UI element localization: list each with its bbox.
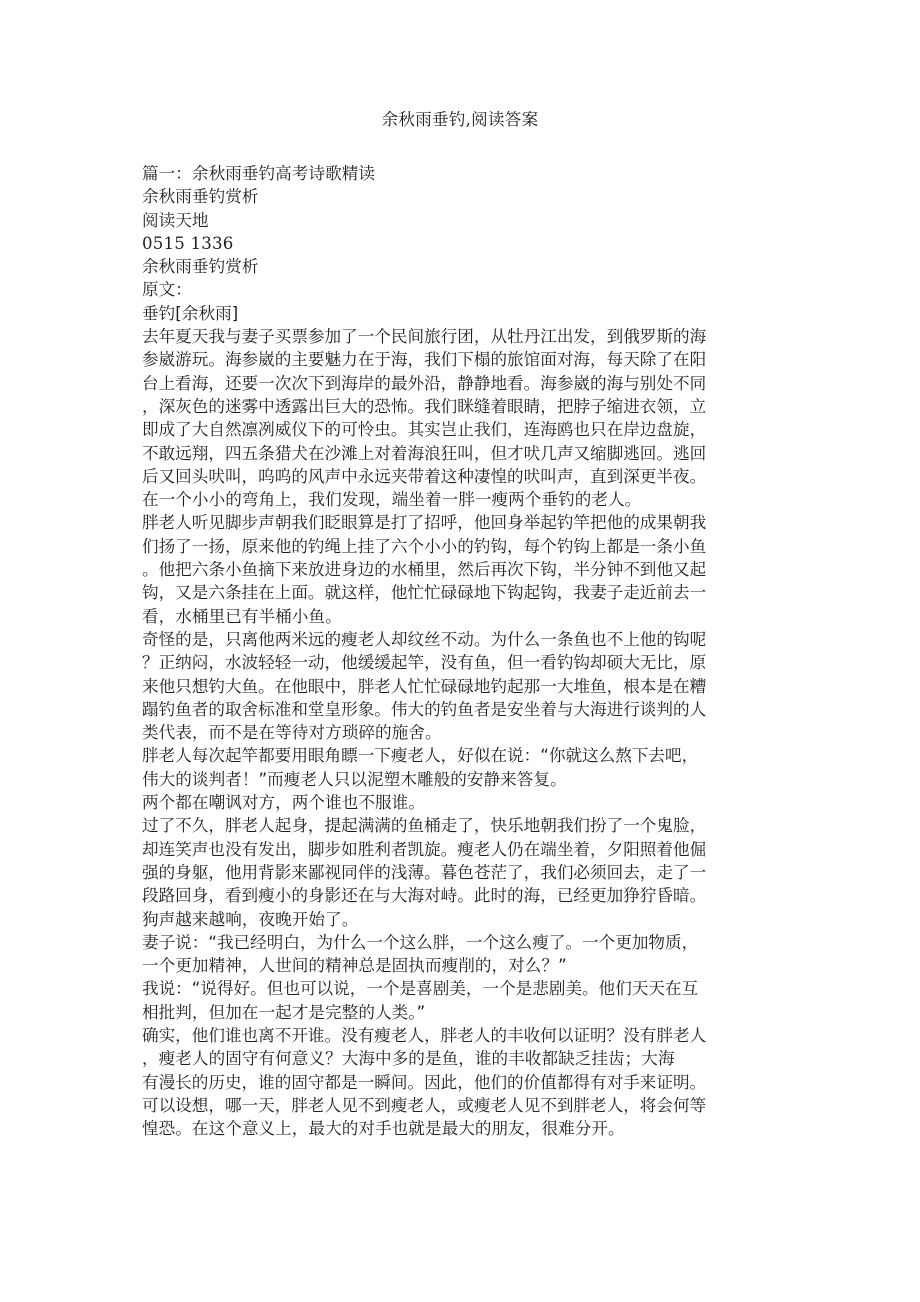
- text-line: 惶恐。在这个意义上，最大的对手也就是最大的朋友，很难分开。: [142, 1119, 625, 1139]
- text-line: 原文：: [142, 280, 192, 300]
- text-line: 胖老人听见脚步声朝我们眨眼算是打了招呼，他回身举起钓竿把他的成果朝我: [142, 513, 707, 533]
- body-lines-block: [142, 325, 779, 1140]
- text-line: 参崴游玩。海参崴的主要魅力在于海，我们下榻的旅馆面对海，每天除了在阳: [142, 350, 707, 370]
- text-line: 篇一：余秋雨垂钓高考诗歌精读: [142, 164, 376, 183]
- text-line: 余秋雨垂钓赏析: [142, 187, 259, 207]
- text-line: 钩，又是六条挂在上面。就这样，他忙忙碌碌地下钩起钩，我妻子走近前去一: [142, 583, 707, 603]
- text-line: 狗声越来越响，夜晚开始了。: [142, 909, 359, 929]
- text-line: 有漫长的历史，谁的固守都是一瞬间。因此，他们的价值都得有对手来证明。: [142, 1072, 707, 1092]
- text-line: 相批判，但加在一起才是完整的人类。”: [142, 1002, 426, 1022]
- text-line: 垂钓[余秋雨]: [142, 303, 239, 323]
- text-line: 可以设想，哪一天，胖老人见不到瘦老人，或瘦老人见不到胖老人，将会何等: [142, 1095, 707, 1115]
- text-line: 台上看海，还要一次次下到海岸的最外沿，静静地看。海参崴的海与别处不同: [142, 373, 707, 393]
- text-line: 在一个小小的弯角上，我们发现，端坐着一胖一瘦两个垂钓的老人。: [142, 490, 642, 510]
- text-line: 。他把六条小鱼摘下来放进身边的水桶里，然后再次下钩，半分钟不到他又起: [142, 560, 707, 580]
- text-line: 来他只想钓大鱼。在他眼中，胖老人忙忙碌碌地钓起那一大堆鱼，根本是在糟: [142, 676, 707, 696]
- header-lines-block: [142, 162, 779, 325]
- text-line: 看，水桶里已有半桶小鱼。: [142, 606, 342, 626]
- text-line: 段路回身，看到瘦小的身影还在与大海对峙。此时的海，已经更加狰狞昏暗。: [142, 886, 707, 906]
- text-line: 类代表，而不是在等待对方琐碎的施舍。: [142, 723, 442, 743]
- text-line: 过了不久，胖老人起身，提起满满的鱼桶走了，快乐地朝我们扮了一个鬼脸，: [142, 816, 707, 836]
- text-line: 一个更加精神，人世间的精神总是固执而瘦削的，对么？”: [142, 956, 567, 976]
- text-line: ，瘦老人的固守有何意义？大海中多的是鱼，谁的丰收都缺乏挂齿；大海: [142, 1049, 675, 1069]
- text-line: 蹋钓鱼者的取舍标准和堂皇形象。伟大的钓鱼者是安坐着与大海进行谈判的人: [142, 699, 707, 719]
- text-line: 却连笑声也没有发出，脚步如胜利者凯旋。瘦老人仍在端坐着，夕阳照着他倔: [142, 839, 707, 859]
- document-body: [142, 162, 779, 1140]
- text-line-reference-number: 0515 1336: [142, 233, 234, 253]
- text-line: 妻子说：“我已经明白，为什么一个这么胖，一个这么瘦了。一个更加物质，: [142, 932, 699, 952]
- text-line: ，深灰色的迷雾中透露出巨大的恐怖。我们眯缝着眼睛，把脖子缩进衣领，立: [142, 396, 707, 416]
- text-line: 确实，他们谁也离不开谁。没有瘦老人，胖老人的丰收何以证明？没有胖老人: [142, 1025, 707, 1045]
- page-title: 余秋雨垂钓,阅读答案: [381, 110, 539, 129]
- text-line: 胖老人每次起竿都要用眼角瞟一下瘦老人，好似在说：“你就这么熬下去吧，: [142, 746, 699, 766]
- text-line: 去年夏天我与妻子买票参加了一个民间旅行团，从牡丹江出发，到俄罗斯的海: [142, 327, 707, 347]
- text-line: ？正纳闷，水波轻轻一动，他缓缓起竿，没有鱼，但一看钓钩却硕大无比，原: [142, 653, 707, 673]
- text-line: 即成了大自然凛冽威仪下的可怜虫。其实岂止我们，连海鸥也只在岸边盘旋，: [142, 420, 707, 440]
- text-line: 奇怪的是，只离他两米远的瘦老人却纹丝不动。为什么一条鱼也不上他的钩呢: [142, 629, 707, 649]
- text-line: 后又回头吠叫，呜呜的风声中永远夹带着这种凄惶的吠叫声，直到深更半夜。: [142, 466, 707, 486]
- text-line: 不敢远翔，四五条猎犬在沙滩上对着海浪狂叫，但才吠几声又缩脚逃回。逃回: [142, 443, 707, 463]
- text-line: 余秋雨垂钓赏析: [142, 257, 259, 277]
- text-line: 阅读天地: [142, 210, 209, 230]
- text-line: 两个都在嘲讽对方，两个谁也不服谁。: [142, 793, 425, 813]
- text-line: 强的身躯，他用背影来鄙视同伴的浅薄。暮色苍茫了，我们必须回去，走了一: [142, 862, 707, 882]
- text-line: 们扬了一扬，原来他的钓绳上挂了六个小小的钓钩，每个钓钩上都是一条小鱼: [142, 536, 707, 556]
- text-line: 伟大的谈判者！”而瘦老人只以泥塑木雕般的安静来答复。: [142, 769, 567, 789]
- text-line: 我说：“说得好。但也可以说，一个是喜剧美，一个是悲剧美。他们天天在互: [142, 979, 699, 999]
